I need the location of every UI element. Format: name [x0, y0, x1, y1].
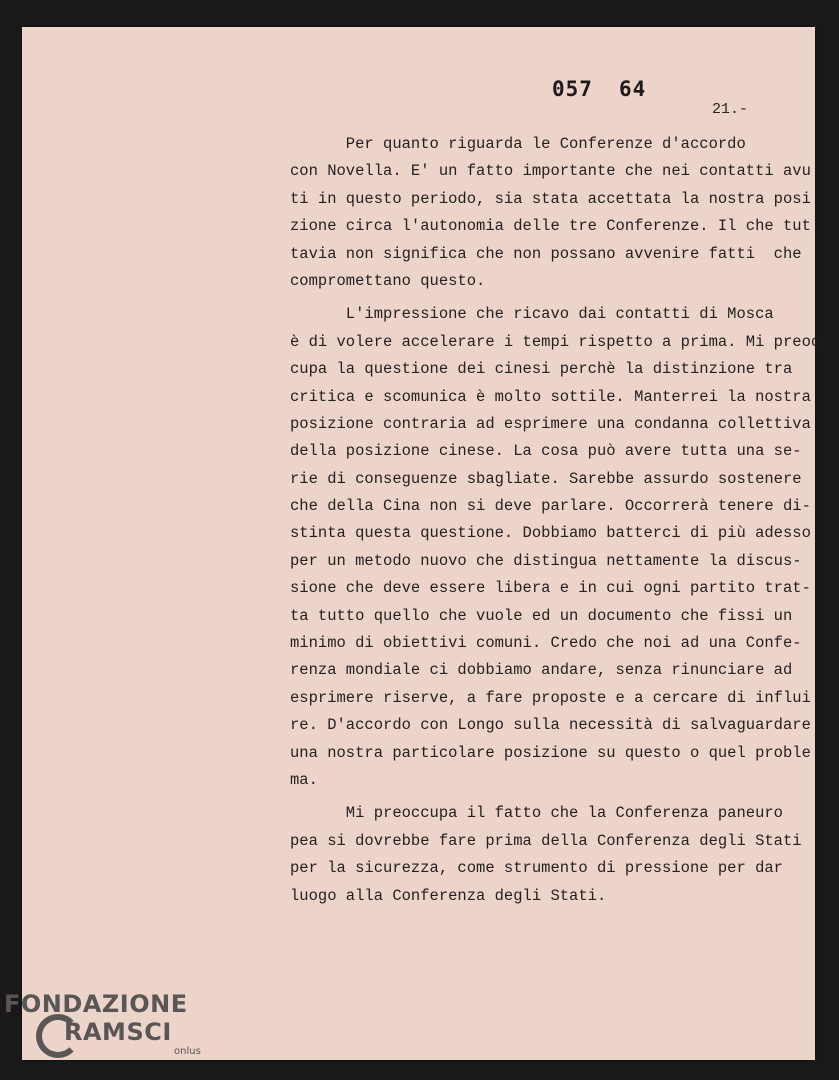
- text-line: ti in questo periodo, sia stata accettata la nostra posi: [290, 189, 811, 208]
- logo-line-3: onlus: [174, 1046, 201, 1057]
- text-line: che della Cina non si deve parlare. Occorrerà tenere di-: [290, 497, 811, 516]
- text-line: zione circa l'autonomia delle tre Conferenze. Il che tut: [290, 217, 811, 236]
- text-line: della posizione cinese. La cosa può avere tutta una se-: [290, 442, 802, 461]
- text-line: Per quanto riguarda le Conferenze d'accordo: [290, 135, 746, 153]
- text-line: è di volere accelerare i tempi rispetto a prima. Mi preoc: [290, 332, 821, 351]
- text-line: tavia non significa che non possano avvenire fatti che: [290, 244, 802, 263]
- text-line: re. D'accordo con Longo sulla necessità di salvaguardare: [290, 716, 811, 735]
- body-text: [290, 131, 830, 910]
- text-line: L'impressione che ricavo dai contatti di Mosca: [290, 305, 774, 324]
- text-line: esprimere riserve, a fare proposte e a cercare di influi: [290, 688, 811, 707]
- text-line: ta tutto quello che vuole ed un documento che fissi un: [290, 606, 793, 625]
- stamp-part-1: 057: [552, 77, 593, 101]
- archive-stamp-number: [552, 77, 672, 101]
- logo-line-2: RAMSCI: [64, 1018, 172, 1046]
- document-page: [22, 27, 821, 1060]
- page-number: 21.-: [712, 101, 749, 118]
- text-line: minimo di obiettivi comuni. Credo che noi ad una Confe-: [290, 634, 802, 653]
- paragraph: [290, 301, 830, 794]
- stamp-part-2: 64: [618, 77, 647, 101]
- fondazione-gramsci-logo: [4, 990, 201, 1058]
- text-line: con Novella. E' un fatto importante che nei contatti avu: [290, 162, 811, 181]
- text-line: sione che deve essere libera e in cui ogni partito trat-: [290, 579, 811, 598]
- text-line: posizione contraria ad esprimere una condanna collettiva: [290, 414, 811, 433]
- text-line: pea si dovrebbe fare prima della Conferenza degli Stati: [290, 831, 802, 850]
- text-line: luogo alla Conferenza degli Stati.: [290, 886, 607, 905]
- text-line: una nostra particolare posizione su questo o quel proble: [290, 743, 811, 762]
- text-line: compromettano questo.: [290, 271, 486, 290]
- text-line: per un metodo nuovo che distingua nettamente la discus-: [290, 551, 802, 570]
- paragraph: [290, 131, 830, 295]
- text-line: ma.: [290, 770, 318, 789]
- text-line: stinta questa questione. Dobbiamo batterci di più adesso: [290, 524, 811, 543]
- text-line: critica e scomunica è molto sottile. Manterrei la nostra: [290, 387, 811, 406]
- text-line: Mi preoccupa il fatto che la Conferenza paneuro: [290, 804, 783, 823]
- text-line: per la sicurezza, come strumento di pressione per dar: [290, 859, 783, 878]
- text-line: cupa la questione dei cinesi perchè la distinzione tra: [290, 360, 793, 379]
- text-line: renza mondiale ci dobbiamo andare, senza rinunciare ad: [290, 661, 793, 680]
- text-line: rie di conseguenze sbagliate. Sarebbe assurdo sostenere: [290, 469, 802, 488]
- g-logo-icon: [36, 1014, 80, 1058]
- logo-line-1: FONDAZIONE: [4, 990, 188, 1018]
- paragraph: [290, 800, 830, 910]
